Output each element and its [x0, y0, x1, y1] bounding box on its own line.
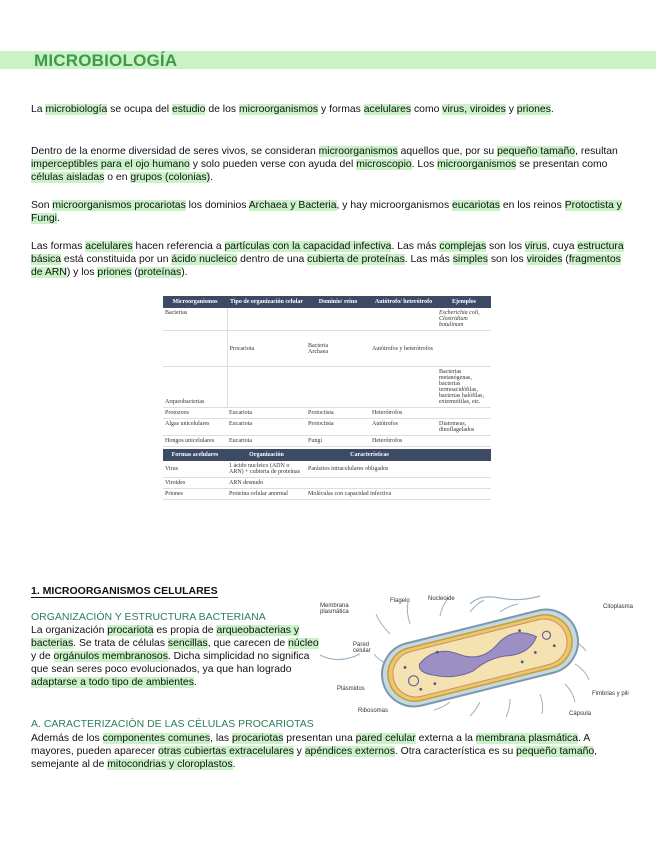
intro-paragraph-3: Son microorganismos procariotas los dominios Archaea y Bacteria, y hay microorganismos eucariotas en los reinos Protoctista y Fungi. [31, 200, 622, 224]
label-membrana: Membrana plasmática [320, 603, 349, 615]
subsection-title-characterization: A. CARACTERIZACIÓN DE LAS CÉLULAS PROCARIOTAS [31, 718, 314, 730]
intro-paragraph-4: Las formas acelulares hacen referencia a partículas con la capacidad infectiva. Las más complejas son los virus, cuya estructura básica está constituida por un ácido nucleico dentro de una cubierta de proteínas. Las más simples son los viroides (fragmentos de ARN) y los priones (proteínas). [31, 241, 624, 278]
table-row: Priones Proteína celular anormal Moléculas con capacidad infectiva [163, 489, 491, 500]
subsection-title-organization: ORGANIZACIÓN Y ESTRUCTURA BACTERIANA [31, 611, 266, 623]
table1-header: Microorganismos [163, 296, 227, 308]
label-capsula: Cápsula [569, 711, 592, 717]
label-pared: Pared celular [353, 642, 371, 654]
table1-header: Tipo de organización celular [227, 296, 306, 308]
microorganisms-table [163, 296, 491, 447]
bacterium-illustration [320, 594, 640, 722]
label-citoplasma: Citoplasma [603, 604, 634, 610]
table-row: Protozoos Eucariota Protoctista Heterótrofos [163, 408, 491, 419]
table2-header: Formas acelulares [163, 449, 227, 461]
intro-paragraph-2: Dentro de la enorme diversidad de seres vivos, se consideran microorganismos aquellos que, por su pequeño tamaño, resultan imperceptibles para el ojo humano y solo pueden verse con ayuda del microscopio. Los microorganismos se presentan como células aisladas o en grupos (colonias). [31, 146, 618, 183]
table-row: Procariota Bacteria Archaea Autótrofos y heterótrofos [163, 331, 491, 367]
label-ribosomas: Ribosomas [358, 708, 389, 714]
organization-paragraph: La organización procariota es propia de arqueobacterias y bacterias. Se trata de células sencillas, que carecen de núcleo y de orgánulos membranosos. Dicha simplicidad no significa que sean seres poco evolucionados, ya que han logrado adaptarse a todo tipo de ambientes. [31, 625, 319, 688]
table-row: Hongos unicelulares Eucariota Fungi Heterótrofos [163, 436, 491, 447]
classification-tables [163, 296, 491, 500]
table2-header: Características [306, 449, 433, 461]
label-nucleoide: Nucleoide [428, 596, 455, 602]
table1-header: Ejemplos [437, 296, 491, 308]
table-row: Algas unicelulares Eucariota Protoctista Autótrofos Diatomeas, dinoflagelados [163, 419, 491, 436]
cell-body [375, 603, 585, 713]
label-fimbrias: Fimbrias y pili [592, 691, 629, 697]
table-row: Viroides ARN desnudo [163, 478, 491, 489]
table1-header: Dominio/ reino [306, 296, 370, 308]
flagellum-2 [470, 596, 540, 604]
table1-header: Autótrofo/ heterótrofo [370, 296, 437, 308]
bacterium-diagram [320, 594, 640, 722]
table-row: Arqueobacterias Bacterias metanógenas, bacterias termoacidófilas, bacterias halófilas, extremófilas, etc. [163, 367, 491, 408]
page-title: MICROBIOLOGÍA [34, 51, 178, 70]
intro-paragraph-1: La microbiología se ocupa del estudio de los microorganismos y formas acelulares como virus, viroides y priones. [31, 104, 554, 115]
table-row: Virus 1 ácido nucleico (ADN o ARN) + cubierta de proteínas Parásitos intracelulares obligados [163, 461, 491, 478]
label-plasmidos: Plásmidos [337, 686, 365, 692]
label-flagelo: Flagelo [390, 598, 410, 604]
table2-header: Organización [227, 449, 306, 461]
table2-header-blank [433, 449, 491, 461]
acellular-forms-table [163, 449, 491, 500]
table-row: Bacterias Escherichia coli, Clostridium botulinum [163, 308, 491, 331]
section-title: 1. MICROORGANISMOS CELULARES [31, 585, 218, 597]
characterization-paragraph: Además de los componentes comunes, las procariotas presentan una pared celular externa a la membrana plasmática. A mayores, pueden aparecer otras cubiertas extracelulares y apéndices externos. Otra característica es su pequeño tamaño, semejante al de mitocondrias y cloroplastos. [31, 733, 598, 770]
